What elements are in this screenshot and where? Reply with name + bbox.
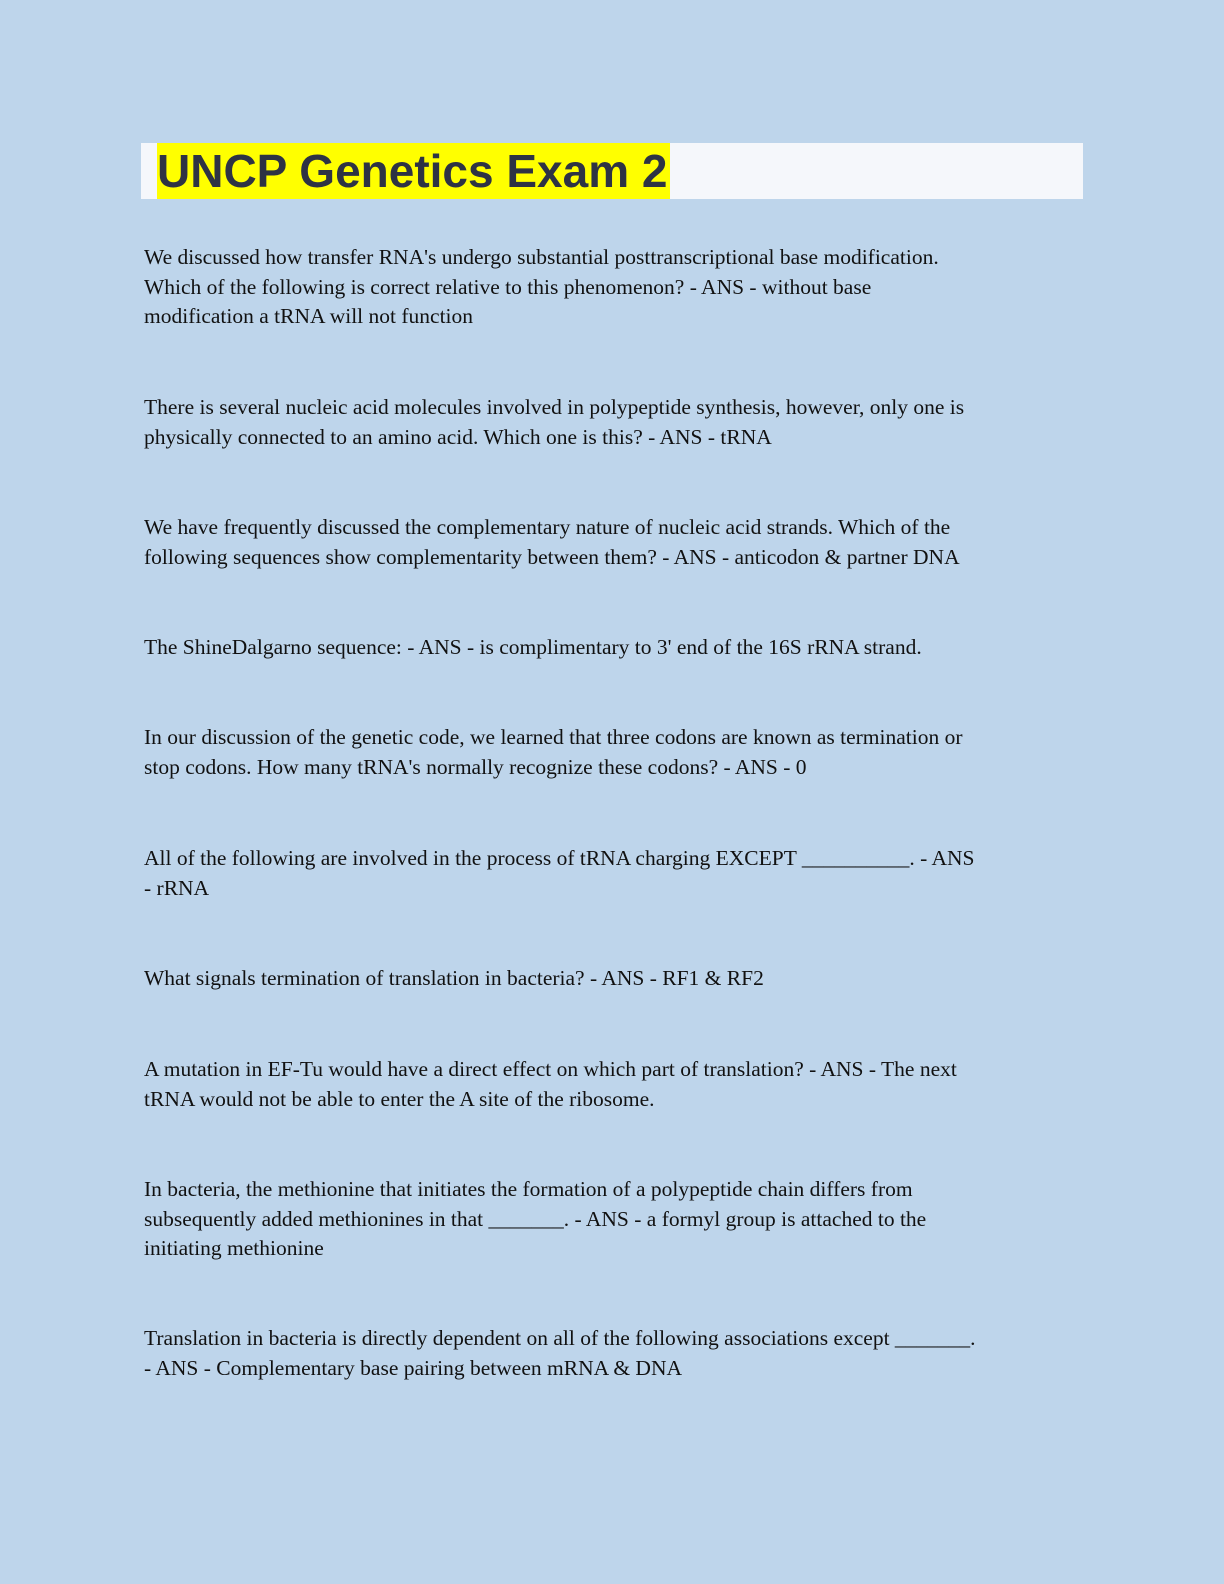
qa-line: We have frequently discussed the complementary nature of nucleic acid strands. Which of the	[144, 515, 951, 539]
qa-line: subsequently added methionines in that _______. - ANS - a formyl group is attached to the	[144, 1206, 927, 1231]
qa-line: In bacteria, the methionine that initiates the formation of a polypeptide chain differs from	[144, 1177, 913, 1201]
qa-item	[144, 633, 922, 663]
qa-item	[144, 1175, 926, 1264]
qa-item	[144, 1324, 976, 1383]
qa-line: - ANS - Complementary base pairing between mRNA & DNA	[144, 1355, 683, 1380]
qa-line: stop codons. How many tRNA's normally recognize these codons? - ANS - 0	[144, 754, 807, 779]
qa-line: A mutation in EF-Tu would have a direct effect on which part of translation? - ANS - The next	[144, 1057, 957, 1081]
qa-item	[144, 1055, 957, 1114]
qa-line: Which of the following is correct relative to this phenomenon? - ANS - without base	[144, 274, 872, 299]
qa-line: In our discussion of the genetic code, we learned that three codons are known as termination or	[144, 725, 963, 749]
qa-line: tRNA would not be able to enter the A site of the ribosome.	[144, 1086, 655, 1111]
qa-line: There is several nucleic acid molecules involved in polypeptide synthesis, however, only one is	[144, 395, 965, 419]
qa-item	[144, 723, 963, 782]
page-title: UNCP Genetics Exam 2	[157, 145, 668, 197]
qa-item	[144, 964, 764, 994]
qa-line: modification a tRNA will not function	[144, 304, 474, 329]
qa-line: initiating methionine	[144, 1236, 324, 1261]
qa-line: The ShineDalgarno sequence: - ANS - is complimentary to 3' end of the 16S rRNA strand.	[144, 635, 922, 659]
qa-line: All of the following are involved in the process of tRNA charging EXCEPT __________. - ANS	[144, 846, 975, 870]
qa-item	[144, 844, 974, 903]
qa-line: - rRNA	[144, 875, 210, 900]
qa-line: We discussed how transfer RNA's undergo substantial posttranscriptional base modification.	[144, 245, 939, 269]
qa-item	[144, 243, 939, 332]
qa-line: What signals termination of translation in bacteria? - ANS - RF1 & RF2	[144, 966, 764, 990]
qa-line: following sequences show complementarity between them? - ANS - anticodon & partner DNA	[144, 544, 960, 569]
qa-item	[144, 513, 960, 572]
qa-line: physically connected to an amino acid. Which one is this? - ANS - tRNA	[144, 424, 772, 449]
qa-line: Translation in bacteria is directly dependent on all of the following associations except _______.	[144, 1326, 976, 1350]
qa-item	[144, 393, 964, 452]
